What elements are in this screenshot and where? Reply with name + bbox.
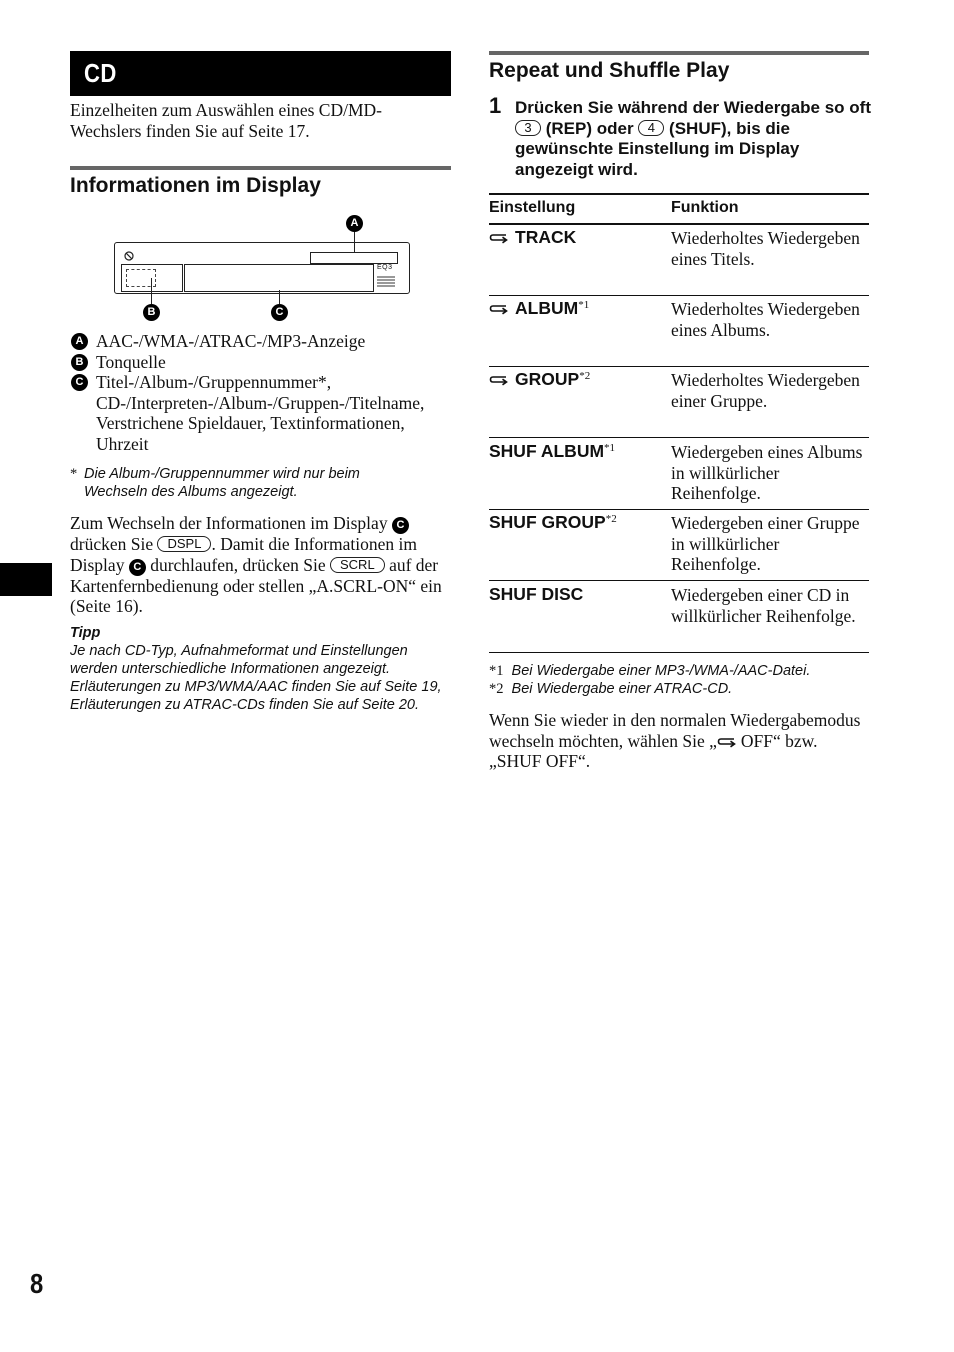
- table-header-function: Funktion: [671, 199, 739, 216]
- body-text: . Damit die Informationen im Display: [70, 534, 418, 575]
- footnote-mark: *: [70, 466, 78, 482]
- setting-cell: [489, 512, 617, 533]
- closing-text-part: Wenn Sie wieder in den normalen Wiedergabemodus wechseln möchten, wählen Sie „: [489, 710, 861, 751]
- display-body-text: [70, 513, 452, 617]
- legend-marker: A: [71, 333, 88, 350]
- setting-note: *1: [578, 299, 590, 311]
- legend-text: Titel-/Album-/Gruppennummer*, CD-/Interpreten-/Album-/Gruppen-/Titelname, Verstrichene Spieldauer, Textinformationen, Uhrzeit: [96, 372, 425, 454]
- closing-text: [489, 710, 861, 772]
- repeat-section-heading: Repeat und Shuffle Play: [489, 59, 730, 82]
- section-tab: [0, 563, 52, 596]
- callout-c-line: [279, 290, 280, 304]
- tip-label: Tipp: [70, 625, 101, 641]
- tip-text: Je nach CD-Typ, Aufnahmeformat und Einstellungen werden unterschiedliche Informationen angezeigt. Erläuterungen zu MP3/WMA/AAC finden Sie auf Seite 19, Erläuterungen zu ATRAC-CDs finden Sie auf Seite 20.: [70, 643, 442, 713]
- display-diagram: [112, 212, 412, 318]
- repeat-icon: [717, 733, 737, 747]
- repeat-icon: [489, 229, 509, 243]
- callout-b-line: [151, 278, 152, 304]
- marker-c: C: [129, 559, 146, 576]
- legend-text: Tonquelle: [96, 352, 166, 372]
- footnote-mark: *1: [489, 663, 504, 679]
- chapter-title: CD: [84, 58, 117, 88]
- function-cell: Wiedergeben einer CD in willkürlicher Reihenfolge.: [671, 585, 856, 626]
- marker-c: C: [392, 517, 409, 534]
- setting-cell: [489, 584, 583, 605]
- body-text: Zum Wechseln der Informationen im Display: [70, 513, 388, 533]
- setting-note: *1: [604, 442, 616, 454]
- setting-label: SHUF ALBUM: [489, 441, 605, 461]
- function-cell: Wiedergeben einer Gruppe in willkürlicher Reihenfolge.: [671, 513, 860, 574]
- body-text: durchlaufen, drücken Sie: [150, 554, 326, 575]
- scrl-key: SCRL: [330, 557, 385, 573]
- eq-bars-icon: [377, 274, 395, 288]
- callout-a: A: [346, 215, 363, 232]
- setting-cell: [489, 227, 576, 248]
- function-cell: Wiederholtes Wiedergeben eines Titels.: [671, 228, 860, 269]
- setting-label: TRACK: [515, 227, 577, 247]
- disc-icon: [124, 248, 134, 258]
- step-text: [515, 98, 871, 180]
- table-row-rule: [489, 652, 869, 653]
- repeat-icon: [489, 300, 509, 314]
- section-rule: [70, 166, 451, 170]
- step-number: 1: [489, 93, 502, 118]
- footnote-text: Bei Wiedergabe einer ATRAC-CD.: [511, 681, 733, 697]
- table-footnote: [489, 680, 869, 698]
- format-indicator-area: [310, 252, 398, 264]
- footnote-text: Bei Wiedergabe einer MP3-/WMA-/AAC-Datei.: [511, 663, 811, 679]
- setting-label: ALBUM: [515, 298, 579, 318]
- table-footnote: [489, 662, 869, 680]
- table-row-rule: [489, 437, 869, 438]
- setting-note: *2: [605, 513, 617, 525]
- setting-note: *2: [579, 370, 591, 382]
- rep-key: 3: [515, 120, 541, 136]
- shuf-key: 4: [638, 120, 664, 136]
- function-cell: Wiederholtes Wiedergeben eines Albums.: [671, 299, 860, 340]
- setting-label: GROUP: [515, 369, 580, 389]
- dspl-key: DSPL: [157, 536, 211, 552]
- table-row-rule: [489, 509, 869, 510]
- legend-text: AAC-/WMA-/ATRAC-/MP3-Anzeige: [96, 331, 366, 351]
- setting-label: SHUF DISC: [489, 584, 584, 604]
- step-text-part: (REP) oder: [545, 118, 634, 138]
- legend-marker: C: [71, 374, 88, 391]
- table-header-setting: Einstellung: [489, 199, 576, 216]
- table-row-rule: [489, 295, 869, 296]
- page-number: 8: [30, 1268, 44, 1299]
- step-text-part: (SHUF), bis die gewünschte Einstellung im Display angezeigt wird.: [515, 118, 800, 179]
- table-row-rule: [489, 580, 869, 581]
- table-header-rule: [489, 223, 869, 225]
- text-display-area: [184, 264, 374, 292]
- setting-label: SHUF GROUP: [489, 512, 606, 532]
- setting-cell: [489, 369, 590, 390]
- footnote-mark: *2: [489, 681, 504, 697]
- setting-cell: [489, 441, 615, 462]
- table-row-rule: [489, 366, 869, 367]
- step-text-part: Drücken Sie während der Wiedergabe so oft: [515, 98, 871, 117]
- body-text: drücken Sie: [70, 534, 154, 554]
- setting-cell: [489, 298, 589, 319]
- chapter-title-bar: [70, 51, 451, 96]
- section-rule: [489, 51, 869, 55]
- callout-b: B: [143, 304, 160, 321]
- function-cell: Wiederholtes Wiedergeben einer Gruppe.: [671, 370, 860, 411]
- eq-label: EQ3: [377, 264, 393, 271]
- repeat-icon: [489, 371, 509, 385]
- closing-text-part: OFF“ bzw. „SHUF OFF“.: [489, 730, 818, 771]
- footnote-text: Die Album-/Gruppennummer wird nur beim Wechseln des Albums angezeigt.: [84, 466, 360, 500]
- display-section-heading: Informationen im Display: [70, 174, 321, 197]
- table-top-rule: [489, 193, 869, 195]
- body-text: auf der Kartenfernbedienung oder stellen „A.SCRL-ON“ ein (Seite 16).: [70, 554, 442, 616]
- function-cell: Wiedergeben eines Albums in willkürlicher Reihenfolge.: [671, 442, 863, 503]
- callout-a-line: [354, 231, 355, 253]
- callout-c: C: [271, 304, 288, 321]
- legend-marker: B: [71, 354, 88, 371]
- intro-text: Einzelheiten zum Auswählen eines CD/MD-Wechslers finden Sie auf Seite 17.: [70, 100, 383, 141]
